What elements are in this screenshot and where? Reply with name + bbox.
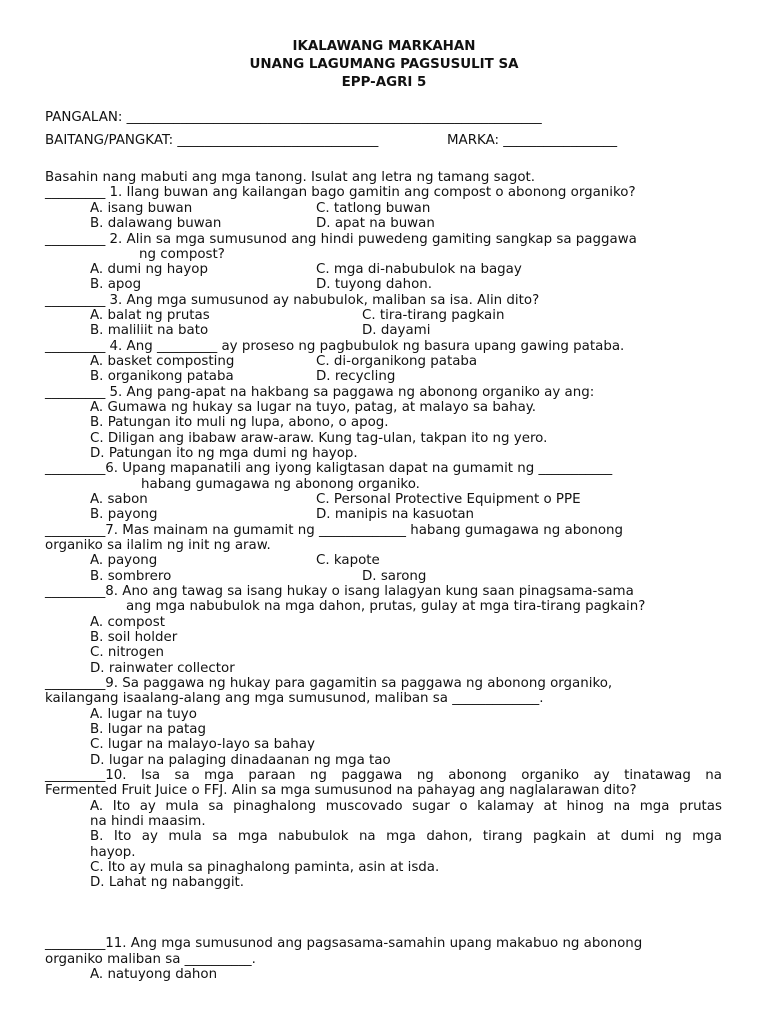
q4-option-a: A. basket composting <box>90 354 235 369</box>
q5-option-c: C. Diligan ang ibabaw araw-araw. Kung tag-ulan, takpan ito ng yero. <box>90 431 548 446</box>
q6-option-b: B. payong <box>90 507 158 522</box>
q3-option-c: C. tira-tirang pagkain <box>362 308 505 323</box>
q7-option-b: B. sombrero <box>90 569 172 584</box>
q10-option-a-cont: na hindi maasim. <box>90 814 206 829</box>
q8-option-c: C. nitrogen <box>90 645 164 660</box>
q1-option-a: A. isang buwan <box>90 201 193 216</box>
question-7-cont: organiko sa ilalim ng init ng araw. <box>45 538 271 553</box>
q9-option-a: A. lugar na tuyo <box>90 707 197 722</box>
q3-option-d: D. dayami <box>362 323 431 338</box>
question-5: _________ 5. Ang pang-apat na hakbang sa paggawa ng abonong organiko ay ang: <box>45 385 595 400</box>
q2-option-c: C. mga di-nabubulok na bagay <box>316 262 522 277</box>
question-10-cont: Fermented Fruit Juice o FFJ. Alin sa mga sumusunod na pahayag ang naglalarawan dito? <box>45 783 637 798</box>
q8-option-d: D. rainwater collector <box>90 661 235 676</box>
q5-option-d: D. Patungan ito ng mga dumi ng hayop. <box>90 446 358 461</box>
question-7: _________7. Mas mainam na gumamit ng _____________ habang gumagawa ng abonong <box>45 523 624 538</box>
q7-option-a: A. payong <box>90 553 158 568</box>
q6-option-a: A. sabon <box>90 492 148 507</box>
q6-option-d: D. manipis na kasuotan <box>316 507 475 522</box>
q9-option-d: D. lugar na palaging dinadaanan ng mga tao <box>90 753 391 768</box>
q9-option-b: B. lugar na patag <box>90 722 206 737</box>
q8-option-a: A. compost <box>90 615 165 630</box>
q2-option-b: B. apog <box>90 277 142 292</box>
q2-option-a: A. dumi ng hayop <box>90 262 208 277</box>
question-2: _________ 2. Alin sa mga sumusunod ang hindi puwedeng gamiting sangkap sa paggawa <box>45 232 637 247</box>
q7-option-c: C. kapote <box>316 553 380 568</box>
q4-option-c: C. di-organikong pataba <box>316 354 478 369</box>
q5-option-a: A. Gumawa ng hukay sa lugar na tuyo, patag, at malayo sa bahay. <box>90 400 537 415</box>
question-11: _________11. Ang mga sumusunod ang pagsasama-samahin upang makabuo ng abonong <box>45 936 643 951</box>
q8-option-b: B. soil holder <box>90 630 178 645</box>
q3-option-b: B. maliliit na bato <box>90 323 209 338</box>
q10-option-d: D. Lahat ng nabanggit. <box>90 875 245 890</box>
question-9-cont: kailangang isaalang-alang ang mga sumusunod, maliban sa _____________. <box>45 691 544 706</box>
q5-option-b: B. Patungan ito muli ng lupa, abono, o apog. <box>90 415 389 430</box>
question-6-cont: habang gumagawa ng abonong organiko. <box>141 477 420 492</box>
q9-option-c: C. lugar na malayo-layo sa bahay <box>90 737 315 752</box>
q10-option-b-cont: hayop. <box>90 845 136 860</box>
header-title-2: UNANG LAGUMANG PAGSUSULIT SA <box>249 57 519 72</box>
q3-option-a: A. balat ng prutas <box>90 308 210 323</box>
question-3: _________ 3. Ang mga sumusunod ay nabubulok, maliban sa isa. Alin dito? <box>45 293 540 308</box>
q4-option-b: B. organikong pataba <box>90 369 234 384</box>
question-4: _________ 4. Ang _________ ay proseso ng pagbubulok ng basura upang gawing pataba. <box>45 339 625 354</box>
q7-option-d: D. sarong <box>362 569 427 584</box>
question-11-cont: organiko maliban sa __________. <box>45 952 256 967</box>
header-title-3: EPP-AGRI 5 <box>341 75 427 90</box>
q6-option-c: C. Personal Protective Equipment o PPE <box>316 492 581 507</box>
instructions: Basahin nang mabuti ang mga tanong. Isulat ang letra ng tamang sagot. <box>45 170 536 185</box>
q2-option-d: D. tuyong dahon. <box>316 277 433 292</box>
q1-option-b: B. dalawang buwan <box>90 216 222 231</box>
name-field: PANGALAN: ______________________________________________________________ <box>45 110 542 125</box>
question-8-cont: ang mga nabubulok na mga dahon, prutas, gulay at mga tira-tirang pagkain? <box>126 599 646 614</box>
q1-option-c: C. tatlong buwan <box>316 201 431 216</box>
question-10: _________10. Isa sa mga paraan ng paggawa ng abonong organiko ay tinatawag na <box>45 768 722 783</box>
question-2-cont: ng compost? <box>139 247 225 262</box>
q10-option-b: B. Ito ay mula sa mga nabubulok na mga dahon, tirang pagkain at dumi ng mga <box>90 829 722 844</box>
grade-section-field: BAITANG/PANGKAT: ______________________________ <box>45 133 379 148</box>
question-6: _________6. Upang mapanatili ang iyong kaligtasan dapat na gumamit ng ___________ <box>45 461 613 476</box>
q10-option-c: C. Ito ay mula sa pinaghalong paminta, asin at isda. <box>90 860 440 875</box>
question-1: _________ 1. Ilang buwan ang kailangan bago gamitin ang compost o abonong organiko? <box>45 185 636 200</box>
q11-option-a: A. natuyong dahon <box>90 967 218 982</box>
score-field: MARKA: _________________ <box>447 133 618 148</box>
header-title-1: IKALAWANG MARKAHAN <box>292 39 476 54</box>
question-8: _________8. Ano ang tawag sa isang hukay o isang lalagyan kung saan pinagsama-sama <box>45 584 634 599</box>
question-9: _________9. Sa paggawa ng hukay para gagamitin sa paggawa ng abonong organiko, <box>45 676 613 691</box>
q10-option-a: A. Ito ay mula sa pinaghalong muscovado sugar o kalamay at hinog na mga prutas <box>90 799 722 814</box>
q1-option-d: D. apat na buwan <box>316 216 435 231</box>
q4-option-d: D. recycling <box>316 369 396 384</box>
